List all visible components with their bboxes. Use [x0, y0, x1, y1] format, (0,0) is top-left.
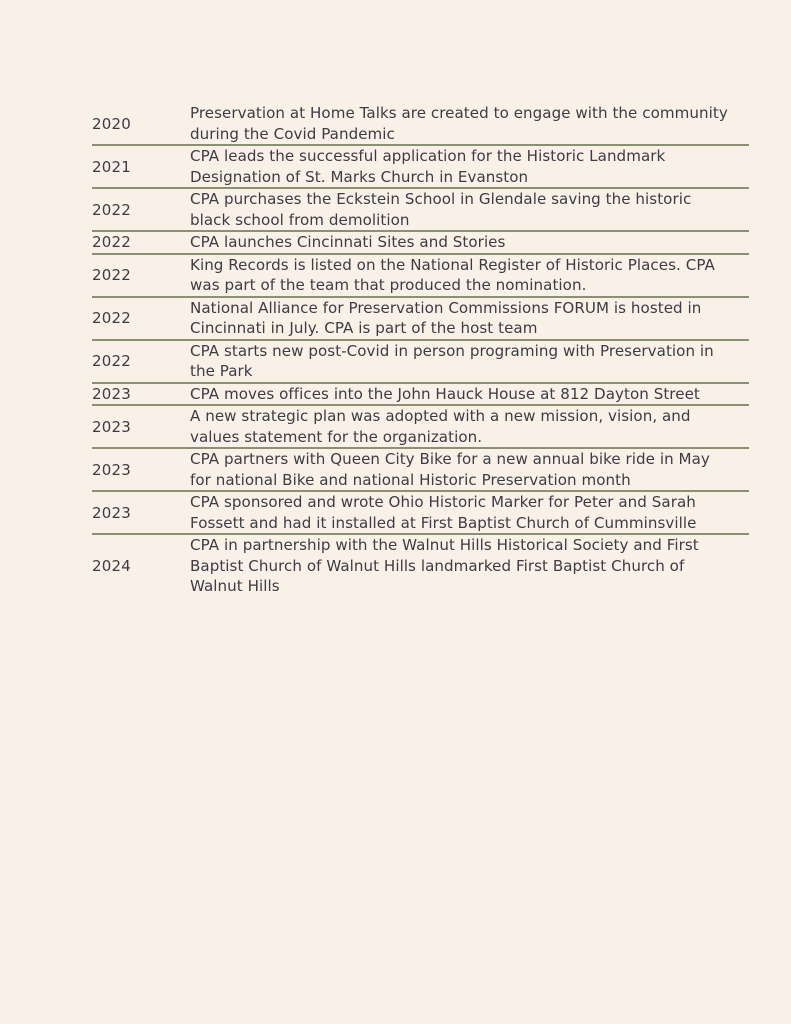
table-row — [92, 405, 749, 448]
timeline-year: 2022 — [92, 188, 190, 231]
timeline-year: 2023 — [92, 405, 190, 448]
table-row — [92, 254, 749, 297]
timeline-year: 2022 — [92, 231, 190, 254]
timeline-description: National Alliance for Preservation Commissions FORUM is hosted in Cincinnati in July. CPA is part of the host team — [190, 298, 702, 337]
table-row — [92, 145, 749, 188]
table-row — [92, 491, 749, 534]
timeline-year: 2023 — [92, 491, 190, 534]
table-row — [92, 231, 749, 254]
timeline-year: 2024 — [92, 534, 190, 597]
table-row — [92, 534, 749, 597]
timeline-table — [92, 103, 749, 597]
timeline-description-cell — [190, 145, 749, 188]
timeline-description: CPA launches Cincinnati Sites and Stories — [190, 233, 506, 251]
timeline-description-cell — [190, 297, 749, 340]
table-row — [92, 103, 749, 145]
timeline-description: King Records is listed on the National Register of Historic Places. CPA was part of the team that produced the nomination. — [190, 255, 715, 294]
timeline-description-cell — [190, 340, 749, 383]
timeline-description: CPA purchases the Eckstein School in Glendale saving the historic black school from demolition — [190, 190, 692, 229]
timeline-description-cell — [190, 383, 749, 406]
table-row — [92, 448, 749, 491]
timeline-year: 2022 — [92, 297, 190, 340]
timeline-description: CPA starts new post-Covid in person programing with Preservation in the Park — [190, 341, 714, 380]
timeline-description-cell — [190, 254, 749, 297]
timeline-year: 2021 — [92, 145, 190, 188]
table-row — [92, 340, 749, 383]
timeline-description: CPA in partnership with the Walnut Hills Historical Society and First Baptist Church of Walnut Hills landmarked First Baptist Church of Walnut Hills — [190, 536, 699, 595]
timeline-year: 2023 — [92, 383, 190, 406]
timeline-description-cell — [190, 448, 749, 491]
timeline-description: CPA partners with Queen City Bike for a new annual bike ride in May for national Bike and national Historic Preservation month — [190, 450, 710, 489]
timeline-description-cell — [190, 103, 749, 145]
table-row — [92, 188, 749, 231]
table-row — [92, 383, 749, 406]
timeline-description-cell — [190, 491, 749, 534]
timeline-description-cell — [190, 534, 749, 597]
timeline-description: Preservation at Home Talks are created to engage with the community during the Covid Pandemic — [190, 104, 728, 143]
timeline-year: 2022 — [92, 254, 190, 297]
timeline-year: 2020 — [92, 114, 131, 133]
table-row — [92, 297, 749, 340]
timeline-description-cell — [190, 188, 749, 231]
timeline-description: CPA leads the successful application for the Historic Landmark Designation of St. Marks Church in Evanston — [190, 147, 666, 186]
timeline-year: 2023 — [92, 448, 190, 491]
timeline-description: CPA sponsored and wrote Ohio Historic Marker for Peter and Sarah Fossett and had it installed at First Baptist Church of Cumminsville — [190, 493, 697, 532]
timeline-description: A new strategic plan was adopted with a new mission, vision, and values statement for the organization. — [190, 407, 691, 446]
timeline-description: CPA moves offices into the John Hauck House at 812 Dayton Street — [190, 384, 700, 403]
timeline-description-cell — [190, 231, 749, 254]
timeline-year: 2022 — [92, 340, 190, 383]
timeline-description-cell — [190, 405, 749, 448]
timeline-body — [92, 103, 749, 597]
